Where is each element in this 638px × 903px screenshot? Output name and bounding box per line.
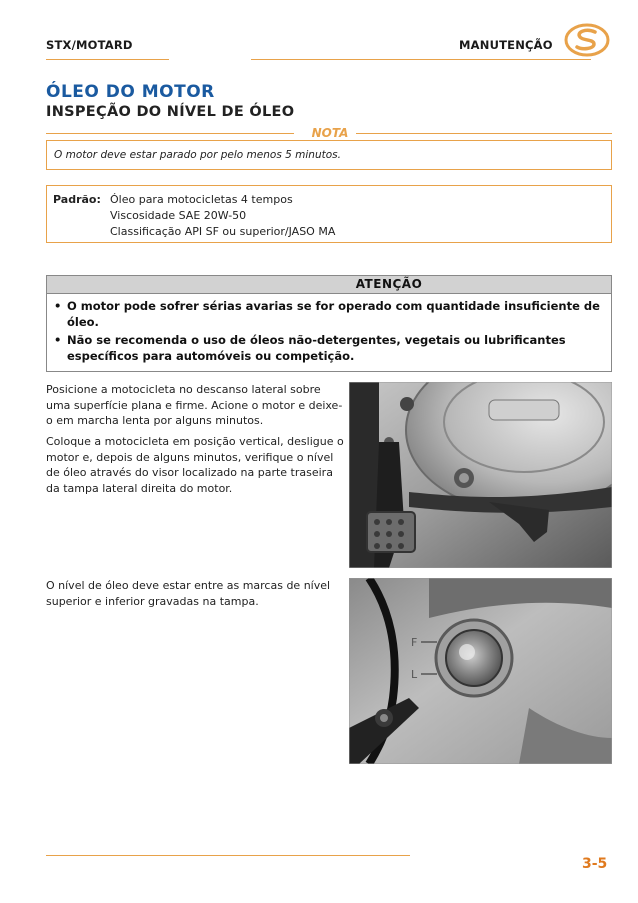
padrao-label: Padrão:	[53, 193, 101, 206]
nota-rule-right	[356, 133, 612, 134]
atencao-item-text: O motor pode sofrer sérias avarias se for operado com quantidade insuficiente de óleo.	[67, 299, 600, 329]
header-rule-left	[46, 59, 169, 60]
padrao-line: Classificação API SF ou superior/JASO MA	[110, 225, 336, 238]
header-rule-right	[251, 59, 591, 60]
atencao-item	[54, 332, 604, 364]
bullet-icon: •	[54, 299, 62, 313]
brand-logo-icon	[564, 23, 610, 57]
padrao-line: Óleo para motocicletas 4 tempos	[110, 193, 293, 206]
header-section: MANUTENÇÃO	[459, 38, 553, 52]
padrao-line: Viscosidade SAE 20W-50	[110, 209, 247, 222]
lower-level-mark: L	[411, 668, 418, 681]
footer-rule	[46, 855, 410, 856]
instruction-paragraph: O nível de óleo deve estar entre as marcas de nível superior e inferior gravadas na tampa.	[46, 579, 331, 608]
instruction-paragraph: Posicione a motocicleta no descanso lateral sobre uma superfície plana e firme. Acione o motor e deixe-o em marcha lenta por alguns minutos.	[46, 383, 343, 428]
nota-label: NOTA	[311, 126, 349, 140]
nota-text: O motor deve estar parado por pelo menos 5 minutos.	[54, 149, 341, 161]
atencao-item	[54, 298, 604, 330]
atencao-label: ATENÇÃO	[355, 277, 423, 291]
oil-sight-glass-photo	[349, 578, 612, 764]
instruction-paragraph: Coloque a motocicleta em posição vertical, desligue o motor e, depois de alguns minutos, verifique o nível de óleo através do visor localizado na parte traseira da tampa lateral direita do motor.	[46, 435, 344, 496]
nota-rule-left	[46, 133, 294, 134]
atencao-item-text: Não se recomenda o uso de óleos não-detergentes, vegetais ou lubrificantes específicos para automóveis ou competição.	[67, 333, 566, 363]
bullet-icon: •	[54, 333, 62, 347]
page-title: ÓLEO DO MOTOR	[46, 82, 215, 102]
upper-level-mark: F	[411, 636, 418, 649]
engine-side-photo	[349, 382, 612, 568]
page-number: 3-5	[582, 856, 608, 872]
header-model: STX/MOTARD	[46, 38, 133, 52]
page-subtitle: INSPEÇÃO DO NÍVEL DE ÓLEO	[46, 104, 295, 120]
